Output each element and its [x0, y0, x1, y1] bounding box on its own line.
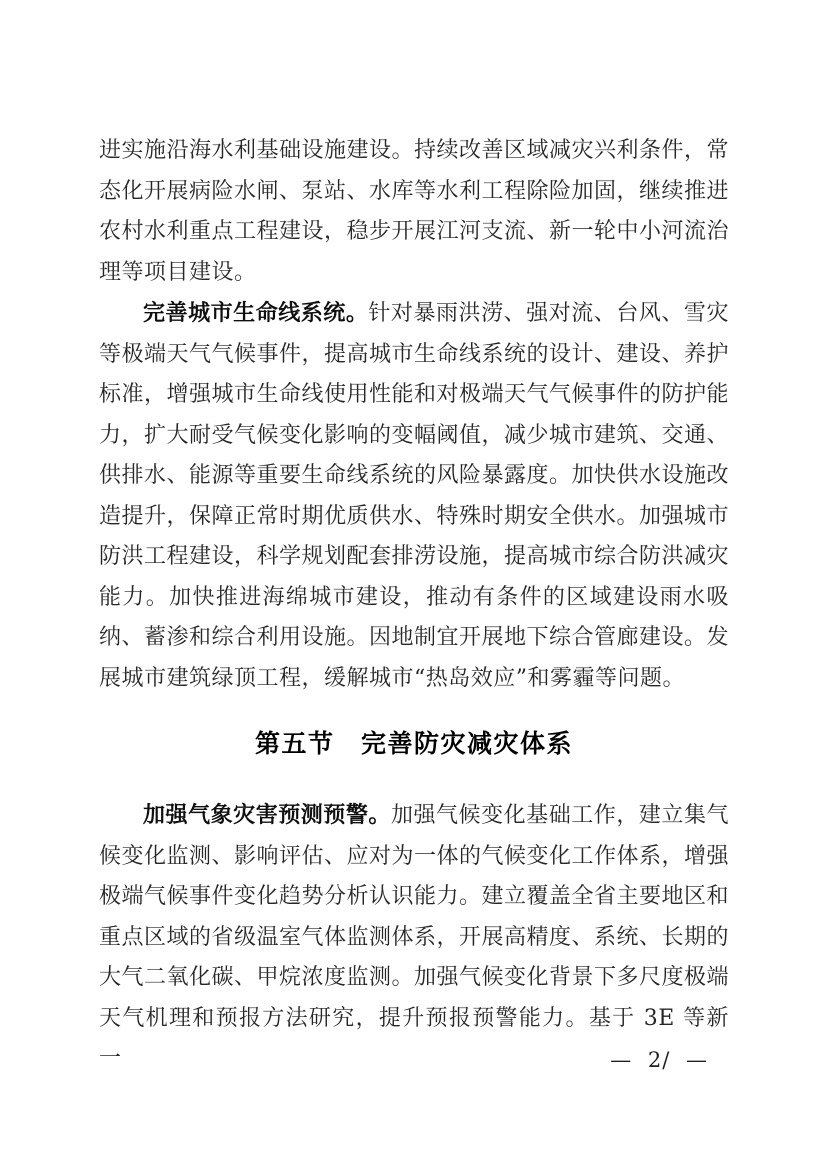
page-number: — 2/ —: [610, 1048, 708, 1072]
paragraph-text-city-lifeline: 针对暴雨洪涝、强对流、台风、雪灾等极端天气气候事件，提高城市生命线系统的设计、建设、养护标准，增强城市生命线使用性能和对极端天气气候事件的防护能力，扩大耐受气候变化影响的变幅阈值，减少城市建筑、交通、供排水、能源等重要生命线系统的风险暴露度。加快供水设施改造提升，保障正常时期优质供水、特殊时期安全供水。加强城市防洪工程建设，科学规划配套排涝设施，提高城市综合防洪减灾能力。加快推进海绵城市建设，推动有条件的区域建设雨水吸纳、蓄渗和综合利用设施。因地制宜开展地下综合管廊建设。发展城市建筑绿顶工程，缓解城市“热岛效应”和雾霾等问题。: [99, 301, 730, 691]
paragraph-city-lifeline: [99, 293, 729, 699]
paragraph-water-infrastructure-continuation: 进实施沿海水利基础设施建设。持续改善区域减灾兴利条件，常态化开展病险水闸、泵站、水库等水利工程除险加固，继续推进农村水利重点工程建设，稳步开展江河支流、新一轮中小河流治理等项目建设。: [99, 138, 730, 285]
paragraph-lead-city-lifeline: 完善城市生命线系统。: [143, 300, 369, 326]
paragraph-text-meteorological-warning: 加强气候变化基础工作，建立集气候变化监测、影响评估、应对为一体的气候变化工作体系，增强极端气候事件变化趋势分析认识能力。建立覆盖全省主要地区和重点区域的省级温室气体监测体系，开展高精度、系统、长期的大气二氧化碳、甲烷浓度监测。加强气候变化背景下多尺度极端天气机理和预报方法研究，提升预报预警能力。基于 3E 等新一: [99, 803, 730, 1071]
paragraph-meteorological-warning: [99, 795, 729, 1080]
paragraph-lead-meteorological-warning: 加强气象灾害预测预警。: [143, 802, 391, 828]
section-heading: 第五节 完善防灾减灾体系: [254, 729, 573, 758]
document-body: [99, 131, 729, 1080]
